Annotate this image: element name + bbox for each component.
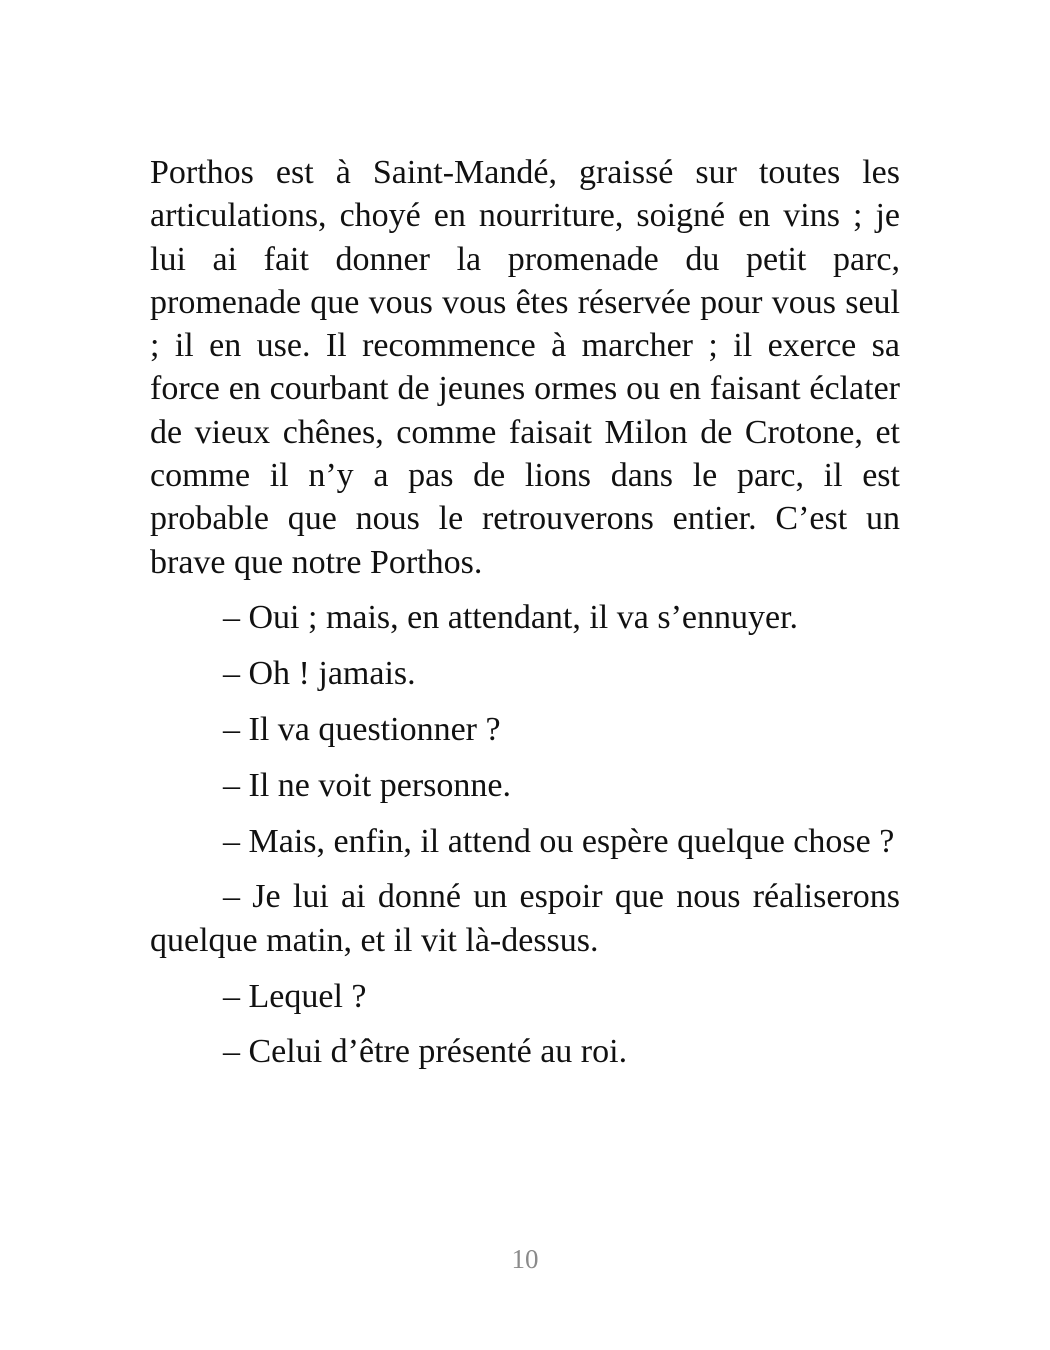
dialogue-line: – Mais, enfin, il attend ou espère quelque chose ? <box>223 822 895 860</box>
dialogue-line: – Oh ! jamais. <box>223 655 416 693</box>
page-number: 10 <box>511 1244 539 1274</box>
dialogue-line: – Il ne voit personne. <box>223 766 511 804</box>
dialogue-line: – Oui ; mais, en attendant, il va s’ennuyer. <box>223 599 799 637</box>
dialogue-line: – Lequel ? <box>223 977 367 1015</box>
dialogue-line: – Je lui ai donné un espoir que nous réaliserons quelque matin, et il vit là-dessus. <box>150 878 900 959</box>
dialogue-line: – Il va questionner ? <box>223 711 501 749</box>
page-body <box>150 151 900 1074</box>
dialogue-line: – Celui d’être présenté au roi. <box>223 1033 628 1071</box>
paragraph: Porthos est à Saint-Mandé, graissé sur toutes les articulations, choyé en nourriture, soigné en vins ; je lui ai fait donner la promenade du petit parc, promenade que vous vous êtes réservée pour vous seul ; il en use. Il recommence à marcher ; il exerce sa force en courbant de jeunes ormes ou en faisant éclater de vieux chênes, comme faisait Milon de Crotone, et comme il n’y a pas de lions dans le parc, il est probable que nous le retrouverons entier. C’est un brave que notre Porthos. <box>150 154 900 581</box>
